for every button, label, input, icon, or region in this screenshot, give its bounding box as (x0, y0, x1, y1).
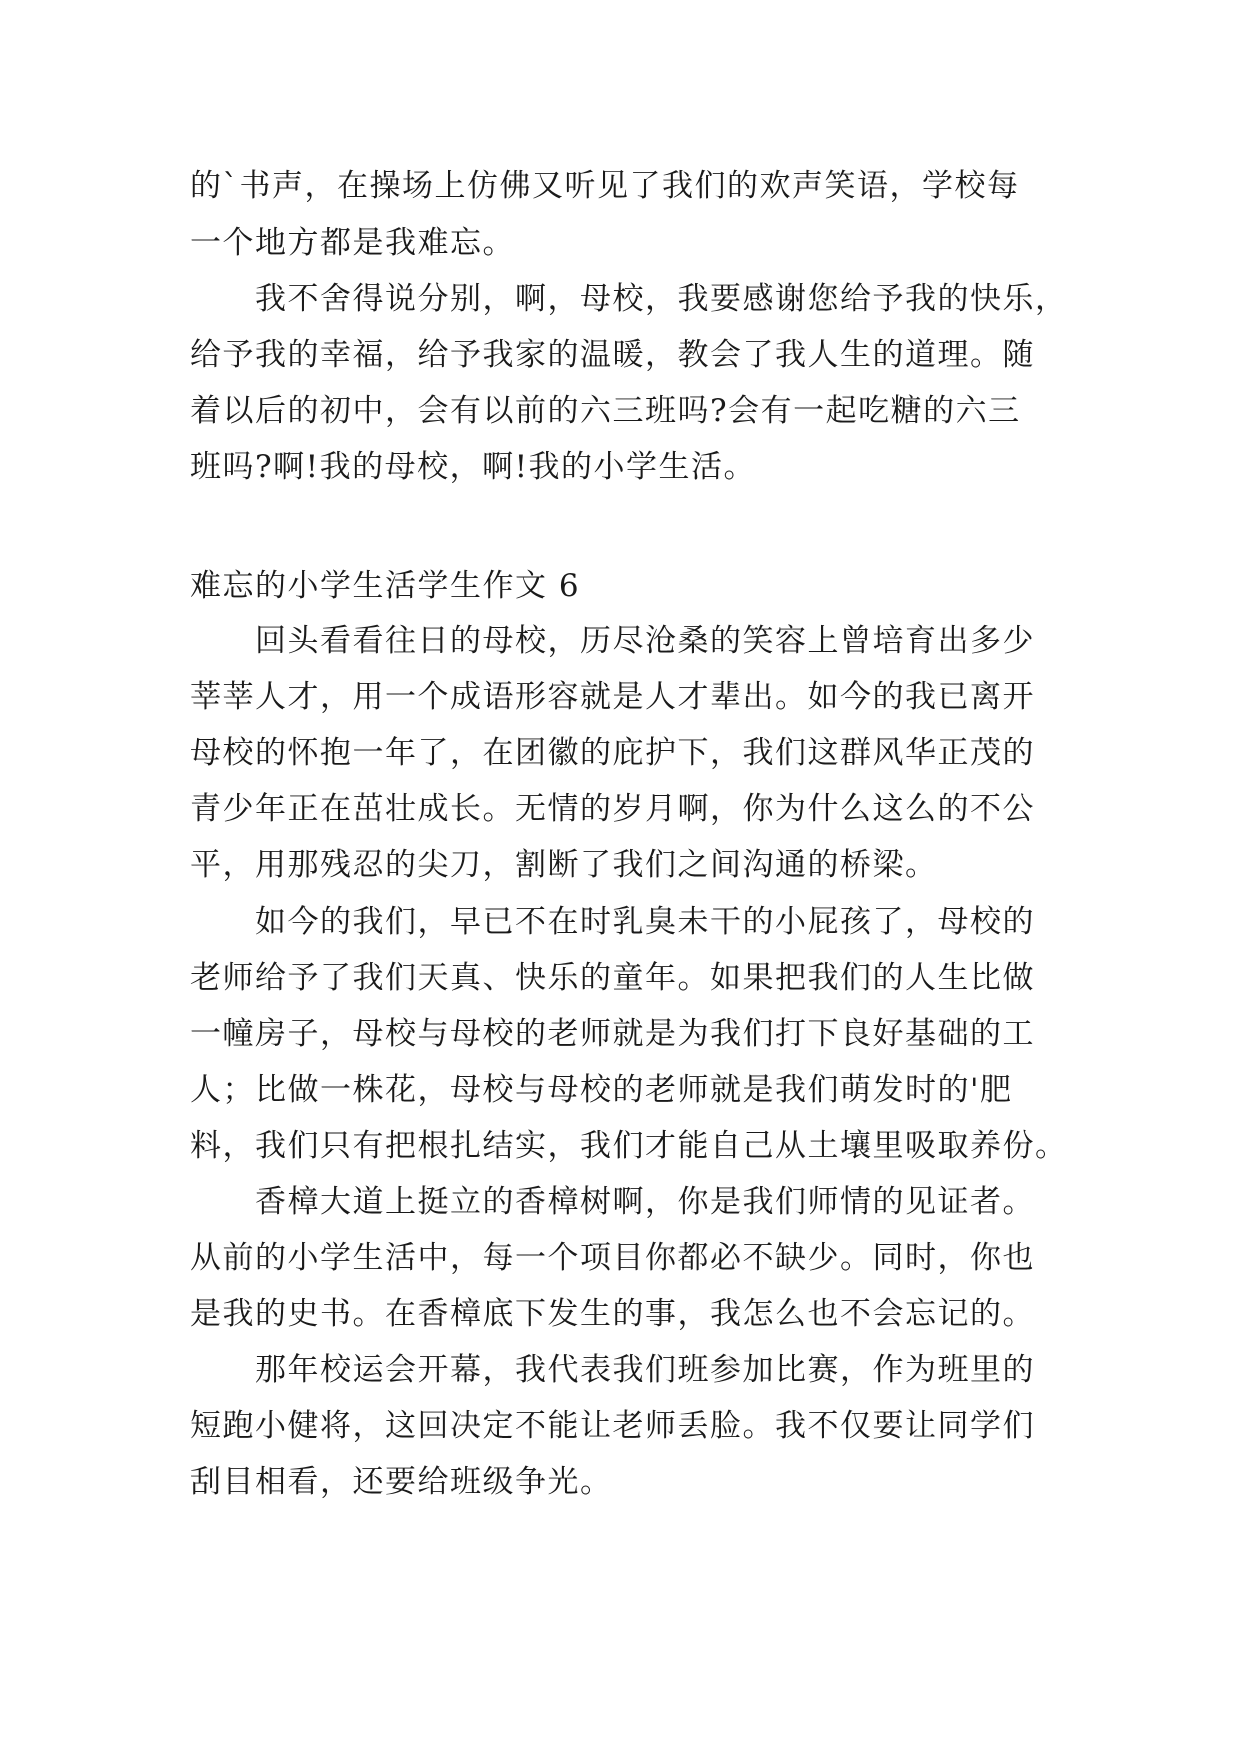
paragraph-line: 刮目相看，还要给班级争光。 (190, 1464, 613, 1500)
paragraph-line: 平，用那残忍的尖刀，割断了我们之间沟通的桥梁。 (190, 847, 938, 883)
paragraph-line: 一个地方都是我难忘。 (190, 225, 515, 261)
paragraph-line: 人；比做一株花，母校与母校的老师就是我们萌发时的'肥 (190, 1072, 1013, 1108)
paragraph-line: 一幢房子，母校与母校的老师就是为我们打下良好基础的工 (190, 1016, 1035, 1052)
paragraph-line: 我不舍得说分别，啊，母校，我要感谢您给予我的快乐， (255, 281, 1068, 317)
paragraph-line: 的`书声，在操场上仿佛又听见了我们的欢声笑语，学校每 (190, 168, 1020, 204)
paragraph-line: 短跑小健将，这回决定不能让老师丢脸。我不仅要让同学们 (190, 1408, 1035, 1444)
paragraph-line: 班吗?啊!我的母校，啊!我的小学生活。 (190, 449, 757, 485)
paragraph-line: 给予我的幸福，给予我家的温暖，教会了我人生的道理。随 (190, 337, 1035, 373)
paragraph-line: 那年校运会开幕，我代表我们班参加比赛，作为班里的 (255, 1352, 1035, 1388)
paragraph-line: 如今的我们，早已不在时乳臭未干的小屁孩了，母校的 (255, 904, 1035, 940)
paragraph-line: 香樟大道上挺立的香樟树啊，你是我们师情的见证者。 (255, 1184, 1035, 1220)
paragraph-line: 老师给予了我们天真、快乐的童年。如果把我们的人生比做 (190, 960, 1035, 996)
paragraph-line: 着以后的初中，会有以前的六三班吗?会有一起吃糖的六三 (190, 393, 1021, 429)
paragraph-line: 从前的小学生活中，每一个项目你都必不缺少。同时，你也 (190, 1240, 1035, 1276)
section-heading: 难忘的小学生活学生作文 6 (190, 568, 581, 604)
paragraph-line: 回头看看往日的母校，历尽沧桑的笑容上曾培育出多少 (255, 623, 1035, 659)
paragraph-line: 青少年正在茁壮成长。无情的岁月啊，你为什么这么的不公 (190, 791, 1035, 827)
paragraph-line: 是我的史书。在香樟底下发生的事，我怎么也不会忘记的。 (190, 1296, 1035, 1332)
paragraph-line: 料，我们只有把根扎结实，我们才能自己从土壤里吸取养份。 (190, 1128, 1068, 1164)
paragraph-line: 莘莘人才，用一个成语形容就是人才辈出。如今的我已离开 (190, 679, 1035, 715)
paragraph-line: 母校的怀抱一年了，在团徽的庇护下，我们这群风华正茂的 (190, 735, 1035, 771)
